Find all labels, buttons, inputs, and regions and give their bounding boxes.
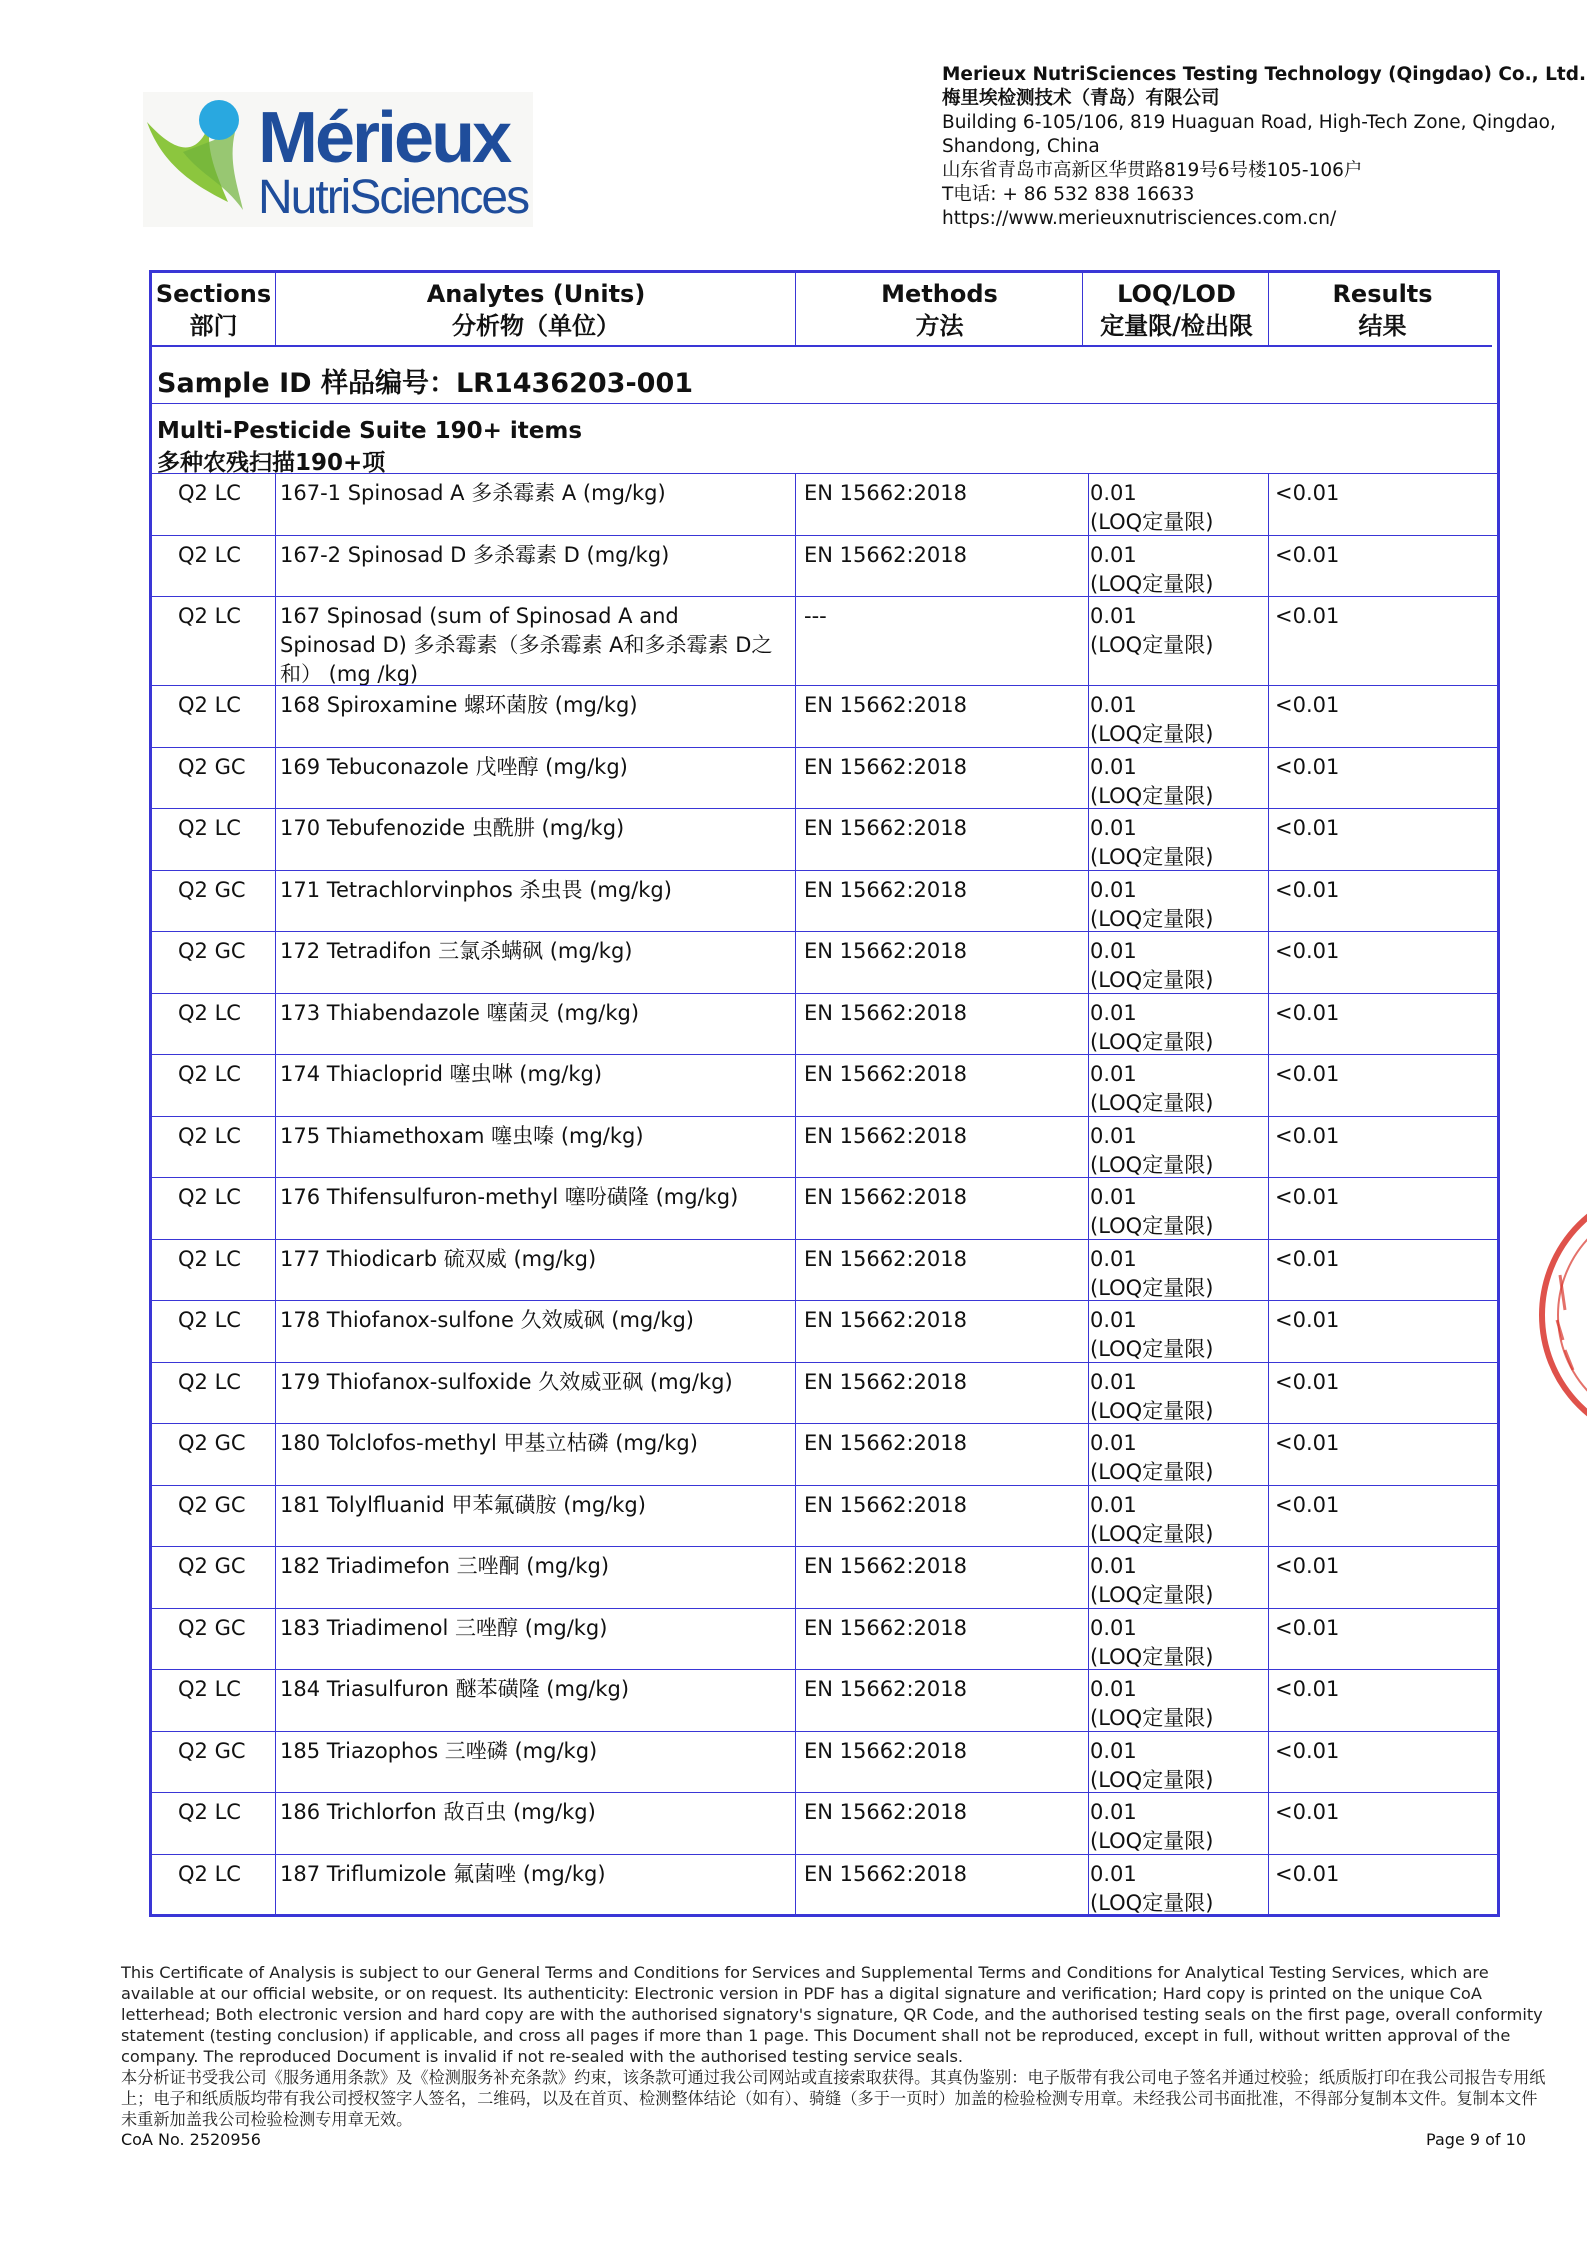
loq-value: 0.01 <box>1090 1185 1137 1209</box>
cell-method: EN 15662:2018 <box>804 1738 967 1763</box>
cell-method: EN 15662:2018 <box>804 542 967 567</box>
loq-value: 0.01 <box>1090 754 1137 779</box>
cell-method: EN 15662:2018 <box>804 1308 967 1332</box>
loq-value: 0.01 <box>1090 877 1137 902</box>
cell-loq <box>1090 1368 1270 1426</box>
table-row <box>152 1054 1497 1116</box>
cell-result: <0.01 <box>1275 1738 1340 1763</box>
loq-value: 0.01 <box>1090 939 1137 963</box>
cell-analyte: 180 Tolclofos-methyl 甲基立枯磷 (mg/kg) <box>280 1431 698 1455</box>
loq-note: (LOQ定量限) <box>1090 1767 1214 1792</box>
cell-method: EN 15662:2018 <box>804 1492 967 1517</box>
cell-analyte: 187 Triflumizole 氟菌唑 (mg/kg) <box>280 1861 606 1886</box>
loq-note: (LOQ定量限) <box>1090 1029 1214 1054</box>
cell-method: EN 15662:2018 <box>804 1246 967 1271</box>
loq-value: 0.01 <box>1090 1308 1137 1332</box>
cell-section: Q2 GC <box>178 1738 246 1763</box>
page-number: Page 9 of 10 <box>1426 2130 1526 2149</box>
cell-section: Q2 LC <box>178 1369 241 1394</box>
cell-section: Q2 GC <box>178 877 246 902</box>
loq-value: 0.01 <box>1090 816 1137 840</box>
cell-method: EN 15662:2018 <box>804 481 967 505</box>
cell-result: <0.01 <box>1275 693 1340 717</box>
table-row <box>152 535 1497 597</box>
loq-note: (LOQ定量限) <box>1090 1521 1214 1546</box>
cell-section: Q2 LC <box>178 1185 241 1209</box>
loq-value: 0.01 <box>1090 1431 1137 1455</box>
suite-title-cn: 多种农残扫描190+项 <box>157 450 386 476</box>
cell-loq <box>1090 814 1270 872</box>
loq-note: (LOQ定量限) <box>1090 1890 1214 1915</box>
cell-analyte: 167-1 Spinosad A 多杀霉素 A (mg/kg) <box>280 481 666 505</box>
table-row <box>152 473 1497 535</box>
table-row <box>152 931 1497 993</box>
loq-note: (LOQ定量限) <box>1090 906 1214 931</box>
company-address-cn: 山东省青岛市高新区华贯路819号6号楼105-106户 <box>942 160 1363 181</box>
cell-loq <box>1090 1798 1270 1856</box>
cell-result: <0.01 <box>1275 1492 1340 1517</box>
disclaimer-cn: 本分析证书受我公司《服务通用条款》及《检测服务补充条款》约束，该条款可通过我公司网站或直接索取获得。其真伪鉴别：电子版带有我公司电子签名并通过校验；纸质版打印在我公司报告专用纸上；电子和纸质版均带有我公司授权签字人签名，二维码，以及在首页、检测整体结论（如有）、骑缝（多于一页时）加盖的检验检测专用章。未经我公司书面批准，不得部分复制本文件。复制本文件未重新加盖我公司检验检测专用章无效。 <box>121 2068 1546 2129</box>
table-row <box>152 1423 1497 1485</box>
cell-loq <box>1090 691 1270 749</box>
cell-analyte: 169 Tebuconazole 戊唑醇 (mg/kg) <box>280 754 628 779</box>
cell-loq <box>1090 602 1270 660</box>
table-row <box>152 685 1497 747</box>
cell-analyte: 186 Trichlorfon 敌百虫 (mg/kg) <box>280 1800 596 1824</box>
cell-section: Q2 LC <box>178 604 241 628</box>
table-row <box>152 747 1497 809</box>
cell-loq <box>1090 753 1270 811</box>
cell-loq <box>1090 999 1270 1057</box>
loq-value: 0.01 <box>1090 1062 1137 1086</box>
loq-value: 0.01 <box>1090 1123 1137 1148</box>
loq-value: 0.01 <box>1090 542 1137 567</box>
testing-seal-icon <box>1535 1180 1587 1450</box>
table-header <box>152 273 1497 345</box>
cell-analyte: 181 Tolylfluanid 甲苯氟磺胺 (mg/kg) <box>280 1492 646 1517</box>
loq-note: (LOQ定量限) <box>1090 1644 1214 1669</box>
table-row <box>152 1854 1497 1916</box>
sample-id: Sample ID 样品编号：LR1436203-001 <box>157 368 694 399</box>
cell-result: <0.01 <box>1275 1000 1340 1025</box>
cell-loq <box>1090 1860 1270 1918</box>
company-name-cn: 梅里埃检测技术（青岛）有限公司 <box>942 88 1220 109</box>
cell-section: Q2 LC <box>178 816 241 840</box>
table-row <box>152 1485 1497 1547</box>
company-logo <box>143 92 533 227</box>
loq-value: 0.01 <box>1090 1677 1137 1701</box>
company-address-2: Shandong, China <box>942 136 1100 157</box>
logo-wordmark-2: NutriSciences <box>258 171 529 224</box>
cell-loq <box>1090 1552 1270 1610</box>
logo-swoosh-icon <box>143 92 273 227</box>
table-row <box>152 1792 1497 1854</box>
cell-result: <0.01 <box>1275 604 1340 628</box>
cell-loq <box>1090 1060 1270 1118</box>
loq-note: (LOQ定量限) <box>1090 1583 1214 1607</box>
cell-method: --- <box>804 604 827 628</box>
table-row <box>152 1362 1497 1424</box>
cell-loq <box>1090 1675 1270 1733</box>
table-row <box>152 808 1497 870</box>
cell-loq <box>1090 1614 1270 1672</box>
cell-result: <0.01 <box>1275 1246 1340 1271</box>
cell-method: EN 15662:2018 <box>804 1615 967 1640</box>
cell-analyte: 172 Tetradifon 三氯杀螨砜 (mg/kg) <box>280 939 633 963</box>
loq-value: 0.01 <box>1090 1492 1137 1517</box>
cell-analyte: 177 Thiodicarb 硫双威 (mg/kg) <box>280 1246 597 1271</box>
cell-method: EN 15662:2018 <box>804 1000 967 1025</box>
cell-loq <box>1090 1122 1270 1180</box>
loq-value: 0.01 <box>1090 1369 1137 1394</box>
cell-result: <0.01 <box>1275 877 1340 902</box>
header-loq-lod: LOQ/LOD 定量限/检出限 <box>1100 280 1253 340</box>
cell-result: <0.01 <box>1275 481 1340 505</box>
logo-wordmark-1: Mérieux <box>258 98 510 178</box>
cell-section: Q2 GC <box>178 939 246 963</box>
cell-loq <box>1090 1245 1270 1303</box>
table-row <box>152 1239 1497 1301</box>
table-row <box>152 1608 1497 1670</box>
cell-section: Q2 GC <box>178 754 246 779</box>
header-sections: Sections 部门 <box>155 280 272 340</box>
loq-note: (LOQ定量限) <box>1090 1337 1214 1361</box>
loq-note: (LOQ定量限) <box>1090 633 1214 657</box>
header-analytes: Analytes (Units) 分析物（单位） <box>426 280 646 340</box>
cell-section: Q2 GC <box>178 1554 246 1578</box>
loq-value: 0.01 <box>1090 1861 1137 1886</box>
cell-method: EN 15662:2018 <box>804 1861 967 1886</box>
cell-result: <0.01 <box>1275 1123 1340 1148</box>
cell-analyte: 170 Tebufenozide 虫酰肼 (mg/kg) <box>280 816 625 840</box>
cell-result: <0.01 <box>1275 754 1340 779</box>
cell-method: EN 15662:2018 <box>804 816 967 840</box>
cell-result: <0.01 <box>1275 1554 1340 1578</box>
cell-section: Q2 GC <box>178 1615 246 1640</box>
cell-loq <box>1090 1183 1270 1241</box>
loq-value: 0.01 <box>1090 1000 1137 1025</box>
loq-value: 0.01 <box>1090 1554 1137 1578</box>
cell-result: <0.01 <box>1275 816 1340 840</box>
cell-loq <box>1090 479 1270 537</box>
company-info <box>942 63 1586 231</box>
cell-analyte: 173 Thiabendazole 噻菌灵 (mg/kg) <box>280 1000 640 1025</box>
loq-note: (LOQ定量限) <box>1090 845 1214 869</box>
loq-value: 0.01 <box>1090 1800 1137 1824</box>
cell-loq <box>1090 1429 1270 1487</box>
cell-section: Q2 LC <box>178 693 241 717</box>
company-website[interactable]: https://www.merieuxnutrisciences.com.cn/ <box>942 208 1337 229</box>
cell-loq <box>1090 1737 1270 1795</box>
loq-value: 0.01 <box>1090 481 1137 505</box>
cell-section: Q2 GC <box>178 1492 246 1517</box>
cell-method: EN 15662:2018 <box>804 1123 967 1148</box>
cell-section: Q2 LC <box>178 1000 241 1025</box>
cell-analyte: 179 Thiofanox-sulfoxide 久效威亚砜 (mg/kg) <box>280 1369 733 1394</box>
cell-method: EN 15662:2018 <box>804 1431 967 1455</box>
cell-method: EN 15662:2018 <box>804 1185 967 1209</box>
cell-result: <0.01 <box>1275 1615 1340 1640</box>
cell-analyte: 182 Triadimefon 三唑酮 (mg/kg) <box>280 1554 610 1578</box>
cell-loq <box>1090 1491 1270 1549</box>
company-address-1: Building 6-105/106, 819 Huaguan Road, High-Tech Zone, Qingdao, <box>942 112 1556 133</box>
cell-method: EN 15662:2018 <box>804 1554 967 1578</box>
cell-method: EN 15662:2018 <box>804 1800 967 1824</box>
cell-result: <0.01 <box>1275 1062 1340 1086</box>
loq-note: (LOQ定量限) <box>1090 1829 1214 1853</box>
cell-section: Q2 LC <box>178 481 241 505</box>
cell-section: Q2 LC <box>178 542 241 567</box>
cell-section: Q2 GC <box>178 1431 246 1455</box>
suite-title-en: Multi-Pesticide Suite 190+ items <box>157 418 583 444</box>
cell-analyte: 174 Thiacloprid 噻虫啉 (mg/kg) <box>280 1062 603 1086</box>
cell-analyte: 167 Spinosad (sum of Spinosad A and Spinosad D) 多杀霉素（多杀霉素 A和多杀霉素 D之和） (mg /kg) <box>280 604 773 686</box>
loq-note: (LOQ定量限) <box>1090 571 1214 596</box>
loq-note: (LOQ定量限) <box>1090 722 1214 746</box>
cell-result: <0.01 <box>1275 1185 1340 1209</box>
cell-section: Q2 LC <box>178 1308 241 1332</box>
table-row <box>152 1669 1497 1731</box>
suite-title <box>157 415 582 479</box>
disclaimer-en: This Certificate of Analysis is subject to our General Terms and Conditions for Services and Supplemental Terms and Conditions for Analytical Testing Services, which are available at our official website, or on request. Its authenticity: Electronic version in PDF has a digital signature and verification; Hard copy is printed on the unique CoA letterhead; Both electronic version and hard copy are with the authorised signatory's signature, QR Code, and the authorised testing seals on the first page, overall conformity statement (testing conclusion) if applicable, and cross all pages if more than 1 page. This Document shall not be reproduced, except in full, without written approval of the company. The reproduced Document is invalid if not re-sealed with the authorised testing service seals. <box>121 1963 1543 2066</box>
loq-note: (LOQ定量限) <box>1090 783 1214 808</box>
cell-loq <box>1090 876 1270 934</box>
cell-method: EN 15662:2018 <box>804 693 967 717</box>
cell-section: Q2 LC <box>178 1246 241 1271</box>
cell-result: <0.01 <box>1275 1308 1340 1332</box>
table-row <box>152 1546 1497 1608</box>
cell-result: <0.01 <box>1275 542 1340 567</box>
cell-method: EN 15662:2018 <box>804 1062 967 1086</box>
cell-analyte: 175 Thiamethoxam 噻虫嗪 (mg/kg) <box>280 1123 644 1148</box>
loq-note: (LOQ定量限) <box>1090 968 1214 992</box>
cell-analyte: 183 Triadimenol 三唑醇 (mg/kg) <box>280 1615 608 1640</box>
loq-value: 0.01 <box>1090 604 1137 628</box>
loq-value: 0.01 <box>1090 1615 1137 1640</box>
table-row <box>152 1731 1497 1793</box>
cell-section: Q2 LC <box>178 1861 241 1886</box>
table-row <box>152 870 1497 932</box>
cell-loq <box>1090 937 1270 995</box>
cell-section: Q2 LC <box>178 1800 241 1824</box>
cell-result: <0.01 <box>1275 1431 1340 1455</box>
cell-section: Q2 LC <box>178 1123 241 1148</box>
coa-number: CoA No. 2520956 <box>121 2130 261 2149</box>
cell-section: Q2 LC <box>178 1677 241 1701</box>
cell-analyte: 167-2 Spinosad D 多杀霉素 D (mg/kg) <box>280 542 670 567</box>
cell-analyte: 185 Triazophos 三唑磷 (mg/kg) <box>280 1738 598 1763</box>
cell-method: EN 15662:2018 <box>804 754 967 779</box>
cell-analyte: 171 Tetrachlorvinphos 杀虫畏 (mg/kg) <box>280 877 672 902</box>
results-table <box>149 270 1500 1917</box>
company-name-en: Merieux NutriSciences Testing Technology (Qingdao) Co., Ltd. <box>942 64 1587 85</box>
table-row <box>152 1300 1497 1362</box>
loq-note: (LOQ定量限) <box>1090 1706 1214 1730</box>
table-row <box>152 596 1497 685</box>
loq-note: (LOQ定量限) <box>1090 1214 1214 1238</box>
header-methods: Methods 方法 <box>881 280 998 340</box>
cell-method: EN 15662:2018 <box>804 1677 967 1701</box>
table-row <box>152 1177 1497 1239</box>
header-results: Results 结果 <box>1332 280 1433 340</box>
loq-note: (LOQ定量限) <box>1090 1460 1214 1484</box>
cell-analyte: 184 Triasulfuron 醚苯磺隆 (mg/kg) <box>280 1677 630 1701</box>
cell-result: <0.01 <box>1275 1800 1340 1824</box>
cell-method: EN 15662:2018 <box>804 939 967 963</box>
loq-value: 0.01 <box>1090 693 1137 717</box>
cell-analyte: 168 Spiroxamine 螺环菌胺 (mg/kg) <box>280 693 638 717</box>
table-row <box>152 1116 1497 1178</box>
cell-analyte: 176 Thifensulfuron-methyl 噻吩磺隆 (mg/kg) <box>280 1185 739 1209</box>
cell-section: Q2 LC <box>178 1062 241 1086</box>
cell-loq <box>1090 541 1270 599</box>
cell-result: <0.01 <box>1275 939 1340 963</box>
loq-note: (LOQ定量限) <box>1090 510 1214 534</box>
cell-loq <box>1090 1306 1270 1364</box>
loq-note: (LOQ定量限) <box>1090 1275 1214 1300</box>
cell-method: EN 15662:2018 <box>804 1369 967 1394</box>
loq-note: (LOQ定量限) <box>1090 1398 1214 1423</box>
table-row <box>152 993 1497 1055</box>
cell-result: <0.01 <box>1275 1369 1340 1394</box>
loq-value: 0.01 <box>1090 1246 1137 1271</box>
footer-disclaimer <box>121 1962 1546 2130</box>
loq-note: (LOQ定量限) <box>1090 1091 1214 1115</box>
loq-value: 0.01 <box>1090 1738 1137 1763</box>
loq-note: (LOQ定量限) <box>1090 1152 1214 1177</box>
company-phone: T电话: + 86 532 838 16633 <box>942 184 1195 205</box>
cell-result: <0.01 <box>1275 1861 1340 1886</box>
cell-method: EN 15662:2018 <box>804 877 967 902</box>
cell-result: <0.01 <box>1275 1677 1340 1701</box>
cell-analyte: 178 Thiofanox-sulfone 久效威砜 (mg/kg) <box>280 1308 695 1332</box>
